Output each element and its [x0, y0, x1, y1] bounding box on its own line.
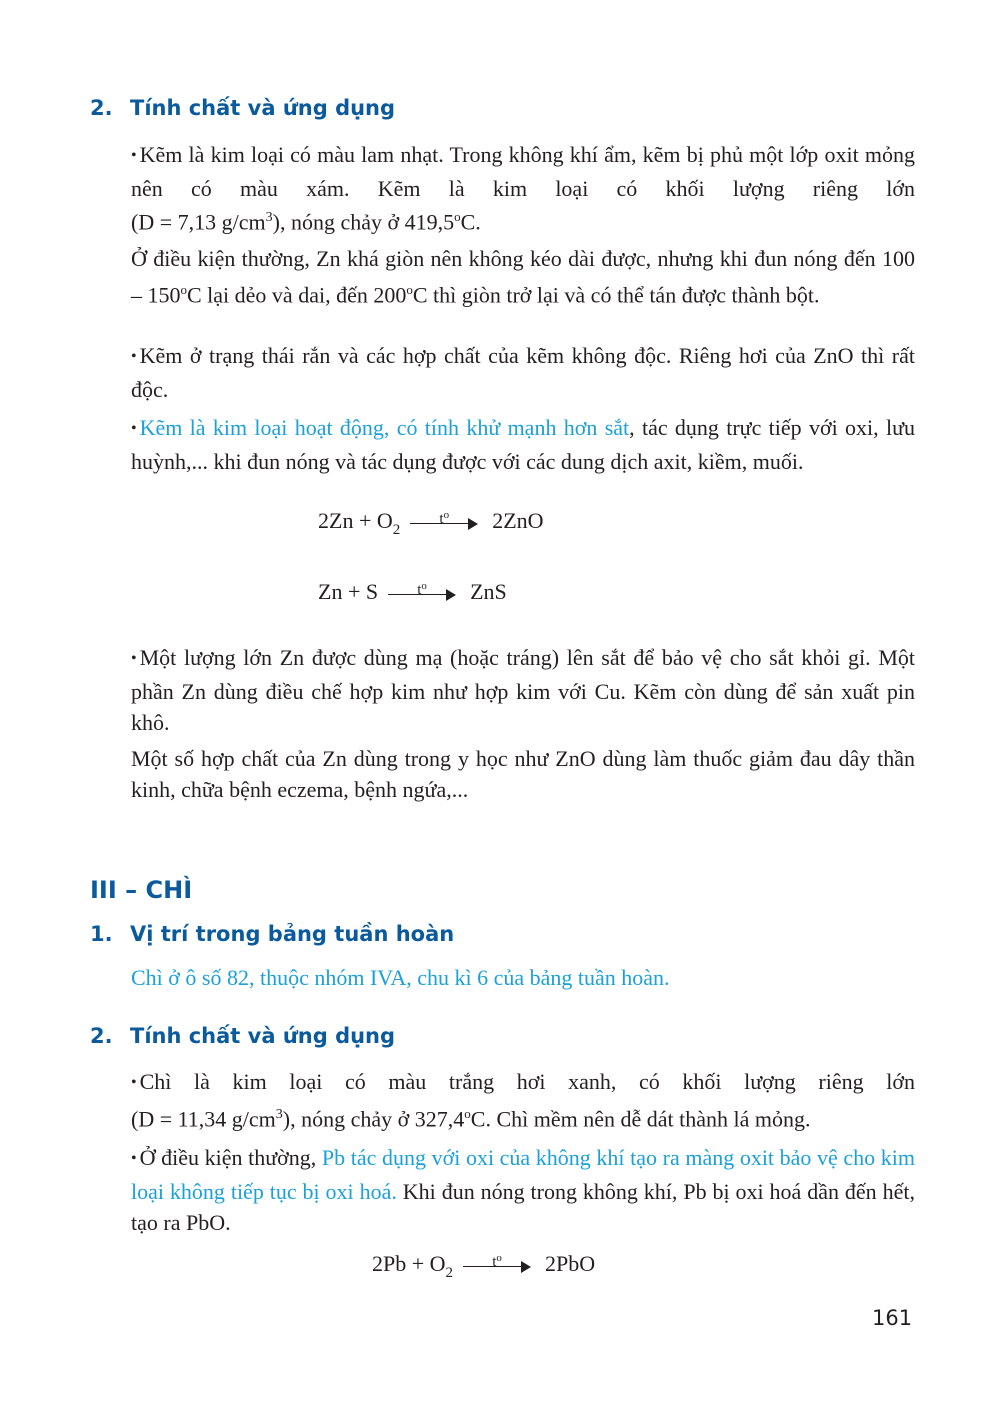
zinc-paragraph-4: • Kẽm là kim loại hoạt động, có tính khử mạnh hơn sắt, tác dụng trực tiếp với oxi, lưu huỳnh,... khi đun nóng và tác dụng được với các dung dịch axit, kiềm, muối.	[131, 415, 915, 474]
bullet: •	[131, 1150, 137, 1167]
lead-paragraph-1-tail: (D = 11,34 $g/cm^3$), nóng chảy ở 327,4$^o$C. Chì mềm nên dễ dát thành lá mỏng.	[131, 1106, 811, 1132]
zinc-paragraph-2: Ở điều kiện thường, Zn khá giòn nên không kéo dài được, nhưng khi đun nóng đến 100 – 150$^o$C lại dẻo và dai, đến 200$^o$C thì giòn trở lại và có thể tán được thành bột.	[131, 246, 915, 308]
lead-paragraph-2: • Ở điều kiện thường, Pb tác dụng với oxi của không khí tạo ra màng oxit bảo vệ cho kim loại không tiếp tục bị oxi hoá. Khi đun nóng trong không khí, Pb bị oxi hoá dần đến hết, tạo ra PbO.	[131, 1145, 916, 1235]
bullet: •	[131, 147, 137, 164]
zinc-paragraph-1-tail: (D = 7,13 $g/cm^3$), nóng chảy ở 419,5$^o$C.	[131, 209, 481, 235]
highlight-text: Pb tác dụng với oxi của không khí tạo ra màng oxit bảo vệ cho kim loại không tiếp tục bị oxi hoá.	[131, 1145, 916, 1204]
zinc-paragraph-6: Một số hợp chất của Zn dùng trong y học như ZnO dùng làm thuốc giảm đau dây thần kinh, chữa bệnh eczema, bệnh ngứa,...	[131, 746, 915, 802]
zinc-properties-heading: 2. Tính chất và ứng dụng	[90, 96, 396, 120]
equation-zn-s: Zn + S $t^o$ ZnS	[318, 577, 507, 609]
lead-position-text: Chì ở ô số 82, thuộc nhóm IVA, chu kì 6 của bảng tuần hoàn.	[131, 965, 670, 990]
reaction-arrow: $t^o$	[410, 508, 478, 538]
bullet: •	[131, 348, 137, 365]
lead-position-heading: 1. Vị trí trong bảng tuần hoàn	[90, 922, 455, 946]
section-title-lead: III – CHÌ	[90, 876, 193, 904]
bullet: •	[131, 420, 137, 437]
page-number: 161	[872, 1306, 913, 1330]
highlight-text: Kẽm là kim loại hoạt động, có tính khử mạnh hơn sắt	[139, 415, 630, 440]
reaction-arrow: $t^o$	[388, 579, 456, 609]
bullet: •	[131, 650, 137, 667]
lead-properties-heading: 2. Tính chất và ứng dụng	[90, 1024, 396, 1048]
equation-zn-o2: $2Zn + O_2$ $t^o$ 2ZnO	[318, 508, 544, 538]
bullet: •	[131, 1074, 137, 1091]
equation-pb-o2: $2Pb + O_2$ $t^o$ 2PbO	[372, 1251, 596, 1281]
zinc-paragraph-3: • Kẽm ở trạng thái rắn và các hợp chất của kẽm không độc. Riêng hơi của ZnO thì rất độc.	[131, 343, 915, 402]
lead-paragraph-1: • Chì là kim loại có màu trắng hơi xanh, có khối lượng riêng lớn	[131, 1069, 915, 1094]
zinc-paragraph-5: • Một lượng lớn Zn được dùng mạ (hoặc tráng) lên sắt để bảo vệ cho sắt khỏi gỉ. Một phần Zn dùng điều chế hợp kim như hợp kim với Cu. Kẽm còn dùng để sản xuất pin khô.	[131, 645, 915, 735]
zinc-paragraph-1: • Kẽm là kim loại có màu lam nhạt. Trong không khí ẩm, kẽm bị phủ một lớp oxit mỏng nên có màu xám. Kẽm là kim loại có khối lượng riêng lớn	[131, 142, 915, 201]
reaction-arrow: $t^o$	[463, 1251, 531, 1281]
